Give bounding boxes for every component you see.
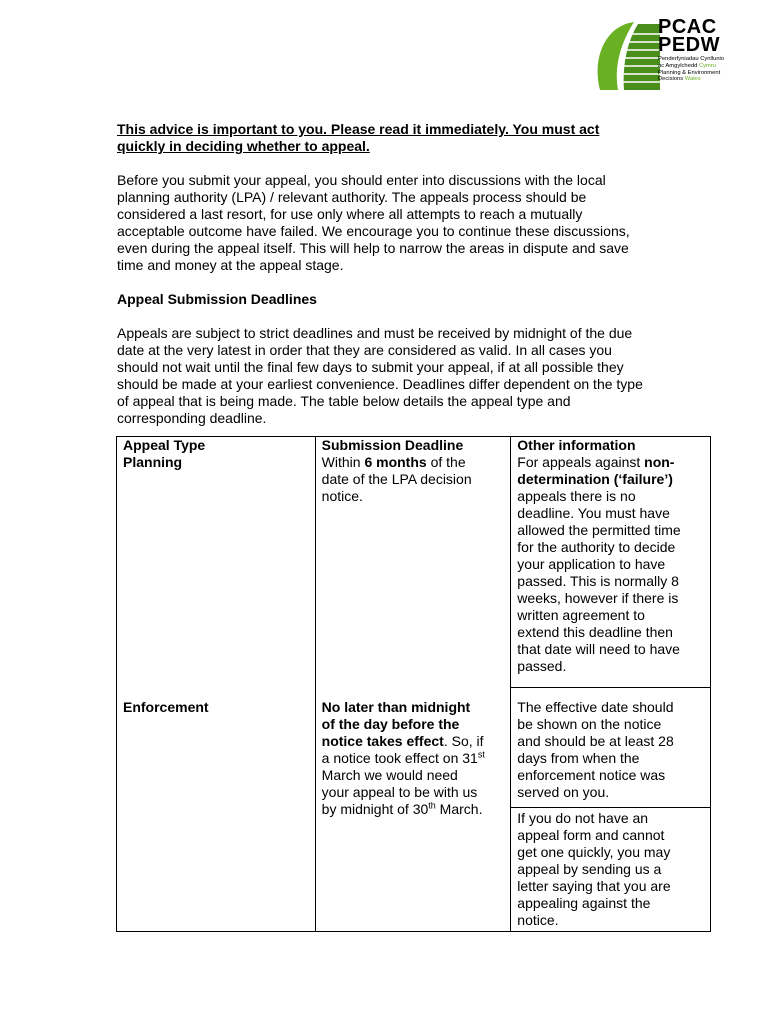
discussion-paragraph: Before you submit your appeal, you should enter into discussions with the local planning authority (LPA) / relevant authority. The appeals process should be considered a last resort, for use only where all attempts to reach a mutually acceptable outcome have failed. We encourage you to continue these discussions, even during the appeal itself. This will help to narrow the areas in dispute and save time and money at the appeal stage.: [117, 172, 630, 273]
section-heading: Appeal Submission Deadlines: [117, 291, 317, 307]
pcac-pedw-logo: [590, 18, 750, 98]
leaf-icon: [594, 20, 660, 92]
planning-type: Planning: [123, 454, 183, 470]
enforcement-info: The effective date should be shown on the notice and should be at least 28 days from when the enforcement notice was served on you.: [517, 699, 674, 800]
no-appeal-form-info: If you do not have an appeal form and cannot get one quickly, you may appeal by sending us a letter saying that you are appealing against the notice.: [517, 810, 671, 928]
logo-line2: PEDW: [658, 34, 720, 56]
planning-deadline: Within 6 months of the date of the LPA decision notice.: [321, 454, 472, 504]
deadlines-paragraph: Appeals are subject to strict deadlines and must be received by midnight of the due date at the very latest in order that they are considered as valid. In all cases you should not wait until the final few days to submit your appeal, if at all possible they should be made at your earliest convenience. Deadlines differ dependent on the type of appeal that is being made. The table below details the appeal type and corresponding deadline.: [117, 325, 643, 426]
header-submission-deadline: Submission Deadline: [321, 437, 464, 453]
header-appeal-type: Appeal Type: [123, 437, 206, 453]
enforcement-type: Enforcement: [123, 698, 209, 715]
header-other-information: Other information: [517, 437, 636, 453]
planning-info: For appeals against non- determination (‘failure’) appeals there is no deadline. You must have allowed the permitted time for the authority to decide your application to have passed. This is normally 8 weeks, however if there is written agreement to extend this deadline then that date will need to have passed.: [517, 454, 681, 674]
logo-line1: PCAC: [658, 16, 717, 38]
appeal-deadlines-table: [116, 436, 711, 932]
logo-tagline: Penderfyniadau Cynllunio ac Amgylchedd Cymru Planning & Environment Decisions Wales: [658, 56, 725, 83]
document-body: [117, 121, 712, 427]
table-row: [117, 688, 711, 808]
table-row: [117, 437, 711, 688]
important-advice: This advice is important to you. Please read it immediately. You must act quickly in deciding whether to appeal.: [117, 121, 600, 154]
enforcement-deadline: No later than midnight of the day before the notice takes effect. So, if a notice took effect on 31st March we would need your appeal to be with us by midnight of 30th March.: [321, 698, 485, 817]
